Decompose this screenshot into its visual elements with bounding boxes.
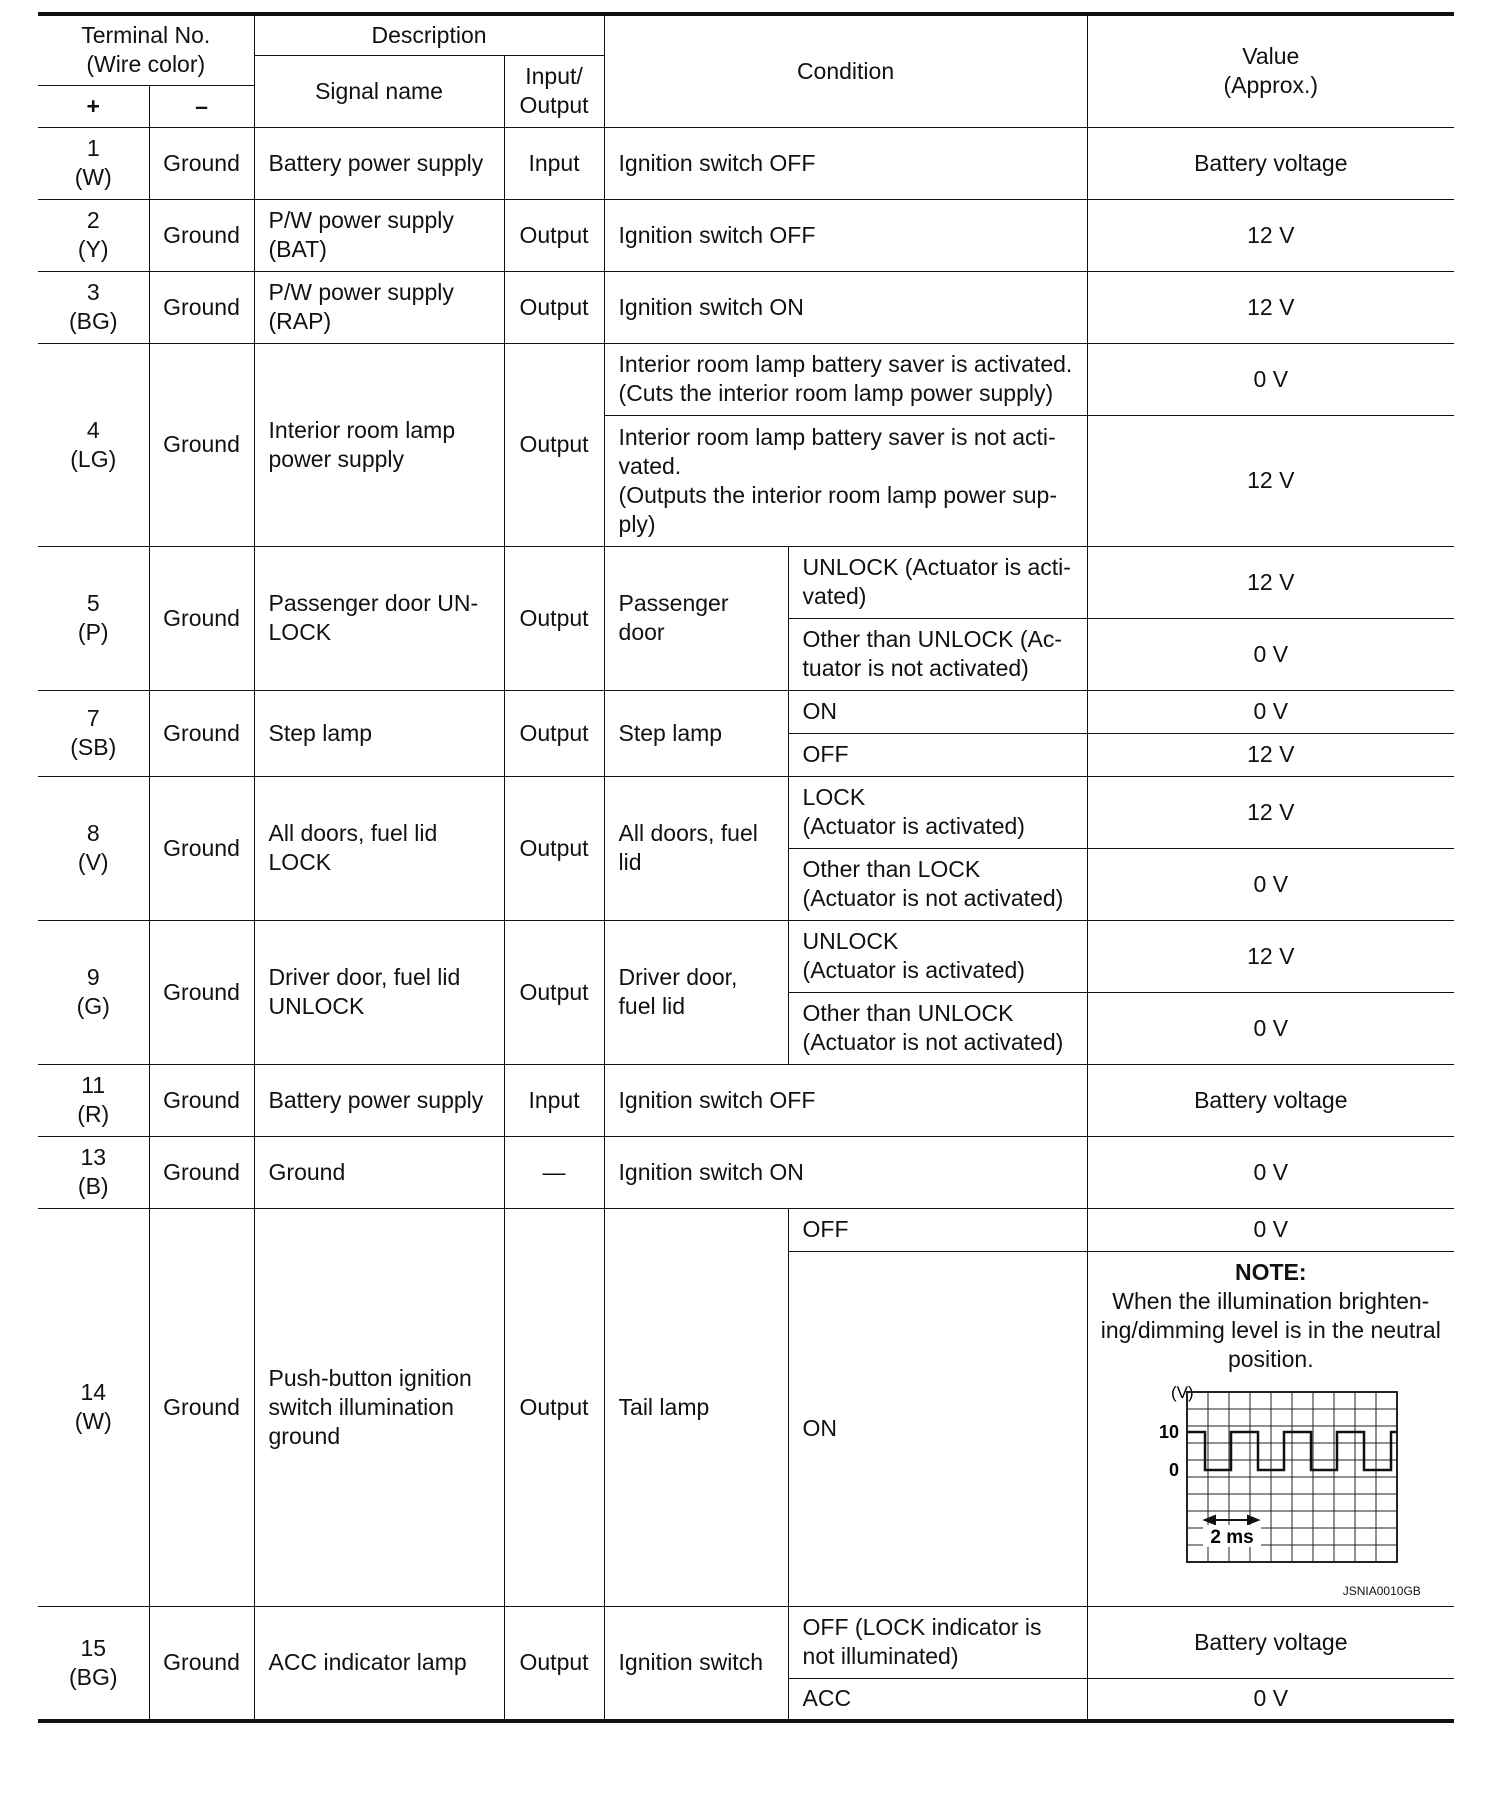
- input-output: Output: [504, 271, 604, 343]
- minus-terminal: Ground: [149, 1208, 254, 1606]
- note-title: NOTE:: [1235, 1258, 1307, 1285]
- minus-terminal: Ground: [149, 127, 254, 199]
- terminal-no: 11 (R): [38, 1064, 149, 1136]
- minus-terminal: Ground: [149, 776, 254, 920]
- value: 12 V: [1087, 733, 1454, 776]
- signal-name: Driver door, fuel lid UNLOCK: [254, 920, 504, 1064]
- minus-terminal: Ground: [149, 271, 254, 343]
- input-output: Input: [504, 1064, 604, 1136]
- terminal-table-container: [38, 12, 1454, 1723]
- minus-terminal: Ground: [149, 920, 254, 1064]
- value: Battery voltage: [1087, 127, 1454, 199]
- minus-terminal: Ground: [149, 199, 254, 271]
- value-header: Value (Approx.): [1087, 14, 1454, 127]
- sub-condition: ACC: [788, 1678, 1087, 1721]
- table-row: [38, 776, 1454, 848]
- value: 0 V: [1087, 848, 1454, 920]
- signal-name: Push-button ignition switch illumination ground: [254, 1208, 504, 1606]
- table-row: [38, 1064, 1454, 1136]
- minus-terminal: Ground: [149, 1606, 254, 1721]
- input-output: Output: [504, 690, 604, 776]
- table-row: [38, 271, 1454, 343]
- table-row: [38, 1136, 1454, 1208]
- sub-condition: OFF: [788, 1208, 1087, 1251]
- minus-terminal: Ground: [149, 546, 254, 690]
- value: 0 V: [1087, 1678, 1454, 1721]
- sub-condition: OFF (LOCK indicator is not illuminated): [788, 1606, 1087, 1678]
- plus-header: +: [38, 85, 149, 127]
- terminal-no: 14 (W): [38, 1208, 149, 1606]
- terminal-header: Terminal No. (Wire color): [38, 14, 254, 85]
- waveform-graph: [1121, 1382, 1421, 1592]
- sub-condition: LOCK (Actuator is activated): [788, 776, 1087, 848]
- value: 12 V: [1087, 271, 1454, 343]
- input-output: Output: [504, 1606, 604, 1721]
- signal-name: Battery power supply: [254, 127, 504, 199]
- note-body: When the illumination brighten- ing/dimming level is in the neutral position.: [1100, 1287, 1441, 1372]
- table-row: [38, 1606, 1454, 1678]
- signal-name: All doors, fuel lid LOCK: [254, 776, 504, 920]
- condition: Interior room lamp battery saver is activated. (Cuts the interior room lamp power supply): [604, 343, 1087, 415]
- terminal-no: 4 (LG): [38, 343, 149, 546]
- condition: Driver door, fuel lid: [604, 920, 788, 1064]
- condition: Ignition switch: [604, 1606, 788, 1721]
- terminal-no: 9 (G): [38, 920, 149, 1064]
- terminal-no: 13 (B): [38, 1136, 149, 1208]
- terminal-no: 1 (W): [38, 127, 149, 199]
- wave-hi-label: 10: [1158, 1421, 1179, 1442]
- waveform-figure: [1121, 1382, 1421, 1602]
- condition: Interior room lamp battery saver is not acti- vated. (Outputs the interior room lamp power sup- ply): [604, 415, 1087, 546]
- condition: Ignition switch OFF: [604, 1064, 1087, 1136]
- condition: All doors, fuel lid: [604, 776, 788, 920]
- wave-lo-label: 0: [1168, 1459, 1179, 1480]
- minus-terminal: Ground: [149, 343, 254, 546]
- signal-name: Passenger door UN- LOCK: [254, 546, 504, 690]
- wave-period-label: 2 ms: [1210, 1526, 1254, 1548]
- terminal-table: [38, 12, 1454, 1723]
- minus-terminal: Ground: [149, 1136, 254, 1208]
- condition: Ignition switch ON: [604, 1136, 1087, 1208]
- condition: Step lamp: [604, 690, 788, 776]
- value: 12 V: [1087, 415, 1454, 546]
- condition-header: Condition: [604, 14, 1087, 127]
- signal-name: Battery power supply: [254, 1064, 504, 1136]
- input-output: Output: [504, 343, 604, 546]
- input-output: —: [504, 1136, 604, 1208]
- signal-name-header: Signal name: [254, 55, 504, 127]
- value: 0 V: [1087, 1136, 1454, 1208]
- figure-code: JSNIA0010GB: [1342, 1583, 1421, 1598]
- table-row: [38, 127, 1454, 199]
- wave-unit-label: (V): [1170, 1382, 1194, 1402]
- table-row: [38, 920, 1454, 992]
- signal-name: Interior room lamp power supply: [254, 343, 504, 546]
- terminal-no: 8 (V): [38, 776, 149, 920]
- signal-name: P/W power supply (RAP): [254, 271, 504, 343]
- value: 0 V: [1087, 992, 1454, 1064]
- waveform-value: [1087, 1251, 1454, 1606]
- table-row: [38, 690, 1454, 733]
- input-output: Output: [504, 920, 604, 1064]
- condition: Ignition switch OFF: [604, 127, 1087, 199]
- minus-terminal: Ground: [149, 1064, 254, 1136]
- value: 0 V: [1087, 343, 1454, 415]
- sub-condition: ON: [788, 1251, 1087, 1606]
- input-output-header: Input/ Output: [504, 55, 604, 127]
- condition: Tail lamp: [604, 1208, 788, 1606]
- terminal-no: 3 (BG): [38, 271, 149, 343]
- value: 12 V: [1087, 199, 1454, 271]
- table-row: [38, 199, 1454, 271]
- signal-name: ACC indicator lamp: [254, 1606, 504, 1721]
- signal-name: Ground: [254, 1136, 504, 1208]
- value: 0 V: [1087, 690, 1454, 733]
- condition: Ignition switch OFF: [604, 199, 1087, 271]
- value: 12 V: [1087, 546, 1454, 618]
- sub-condition: ON: [788, 690, 1087, 733]
- description-header: Description: [254, 14, 604, 55]
- condition: Ignition switch ON: [604, 271, 1087, 343]
- input-output: Output: [504, 1208, 604, 1606]
- sub-condition: Other than LOCK (Actuator is not activated): [788, 848, 1087, 920]
- terminal-no: 5 (P): [38, 546, 149, 690]
- minus-header: –: [149, 85, 254, 127]
- sub-condition: OFF: [788, 733, 1087, 776]
- table-row: [38, 1208, 1454, 1251]
- input-output: Output: [504, 546, 604, 690]
- signal-name: P/W power supply (BAT): [254, 199, 504, 271]
- sub-condition: UNLOCK (Actuator is acti- vated): [788, 546, 1087, 618]
- value: Battery voltage: [1087, 1606, 1454, 1678]
- value: 12 V: [1087, 776, 1454, 848]
- minus-terminal: Ground: [149, 690, 254, 776]
- sub-condition: UNLOCK (Actuator is activated): [788, 920, 1087, 992]
- table-row: [38, 343, 1454, 415]
- condition: Passenger door: [604, 546, 788, 690]
- sub-condition: Other than UNLOCK (Actuator is not activated): [788, 992, 1087, 1064]
- terminal-no: 7 (SB): [38, 690, 149, 776]
- input-output: Output: [504, 776, 604, 920]
- value: 12 V: [1087, 920, 1454, 992]
- input-output: Input: [504, 127, 604, 199]
- table-row: [38, 546, 1454, 618]
- sub-condition: Other than UNLOCK (Ac- tuator is not activated): [788, 618, 1087, 690]
- period-marker: [1205, 1516, 1258, 1524]
- terminal-no: 15 (BG): [38, 1606, 149, 1721]
- terminal-no: 2 (Y): [38, 199, 149, 271]
- value: 0 V: [1087, 618, 1454, 690]
- signal-name: Step lamp: [254, 690, 504, 776]
- input-output: Output: [504, 199, 604, 271]
- value: Battery voltage: [1087, 1064, 1454, 1136]
- value: 0 V: [1087, 1208, 1454, 1251]
